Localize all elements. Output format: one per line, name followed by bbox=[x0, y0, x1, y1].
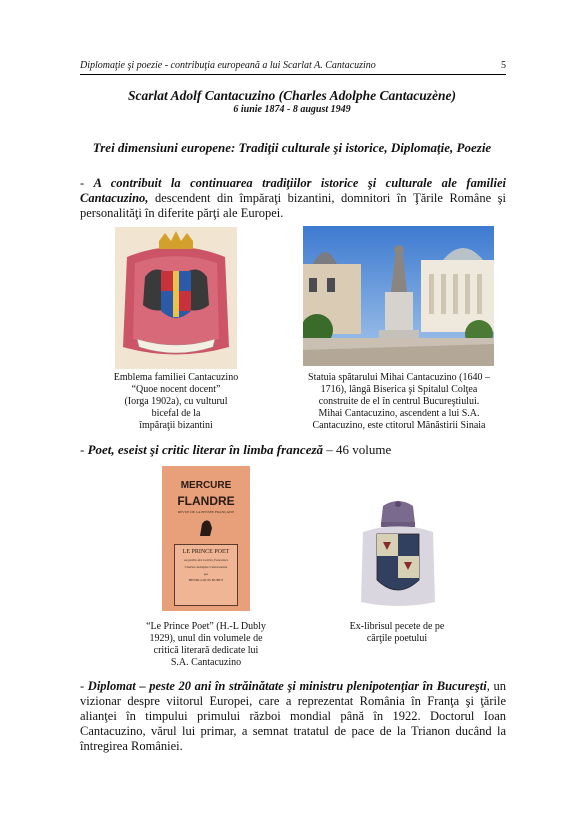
caption-line: cărţile poetului bbox=[366, 633, 428, 644]
caption-line: Statuia spătarului Mihai Cantacuzino (1640 – bbox=[308, 372, 490, 383]
family-emblem-image bbox=[115, 227, 237, 369]
ex-libris-caption bbox=[316, 621, 478, 645]
caption-line: (Iorga 1902a), cu vulturul bbox=[124, 396, 228, 407]
statue-caption bbox=[290, 372, 508, 432]
paragraph-lead: Poet, eseist şi critic literar în limba franceză bbox=[87, 442, 324, 457]
paragraph-body: descendent din împăraţi bizantini, domnitori în Ţările Române şi personalităţi în diferite părţi ale Europei. bbox=[80, 191, 506, 220]
book-line: au jardin des Lettres françaises bbox=[183, 558, 229, 562]
emblem-caption bbox=[90, 372, 262, 432]
paragraph-lead: Diplomat – peste 20 ani în străinătate şi ministru plenipotenţiar în Bucureşti bbox=[87, 679, 487, 693]
bullet-dash: - bbox=[80, 679, 88, 693]
ex-libris-seal-icon bbox=[355, 498, 441, 610]
running-title: Diplomaţie şi poezie - contribuţia europeană a lui Scarlat A. Cantacuzino bbox=[80, 60, 376, 71]
statue-photo bbox=[303, 226, 494, 366]
paragraph-lead: A contribuit la continuarea tradiţiilor istorice şi culturale ale familiei Cantacuzino, bbox=[80, 176, 506, 205]
ex-libris-image bbox=[355, 498, 441, 610]
book-line: Charles-Adolphe Cantacuzène bbox=[184, 565, 228, 569]
book-line: HENRI-LOUIS DUBLY bbox=[188, 578, 224, 582]
caption-line: Emblema familiei Cantacuzino bbox=[113, 372, 239, 383]
page-title: Scarlat Adolf Cantacuzino (Charles Adolphe Cantacuzène) bbox=[128, 88, 456, 103]
caption-line: S.A. Cantacuzino bbox=[170, 657, 242, 668]
caption-line: împăraţii bizantini bbox=[139, 420, 213, 431]
caption-line: bicefal de la bbox=[151, 408, 201, 419]
paragraph-body: , un vizionar despre viitorul Europei, care a reprezentat România în Franţa şi ţările alianţei în timpului primului război mondial până în 1922. Doctorul Ioan Cantacuzino, vărul lui primar, a semnat tratatul de pace de la Trianon ducând la întregirea României. bbox=[80, 679, 506, 753]
bullet-dash: - bbox=[80, 176, 94, 190]
book-caption bbox=[118, 621, 294, 669]
caption-line: Cantacuzino, este ctitorul Mănăstirii Sinaia bbox=[312, 420, 486, 431]
statue-building-icon bbox=[303, 226, 494, 366]
caption-line: Mihai Cantacuzino, ascendent a lui S.A. bbox=[318, 408, 480, 419]
caption-line: 1929), unul din volumele de bbox=[149, 633, 263, 644]
paragraph-traditions bbox=[80, 176, 506, 221]
caption-line: critică literară dedicate lui bbox=[153, 645, 259, 656]
book-magazine-subtitle: REVUE DE LA PENSÉE FRANÇAISE bbox=[177, 510, 235, 514]
paragraph-poet bbox=[80, 442, 506, 458]
book-title: LE PRINCE POET bbox=[182, 549, 230, 555]
running-header bbox=[80, 60, 506, 75]
book-magazine-name: MERCURE bbox=[180, 480, 232, 491]
section-subtitle: Trei dimensiuni europene: Tradiţii culturale şi istorice, Diplomaţie, Poezie bbox=[92, 140, 492, 155]
caption-line: “Quoe nocent docent” bbox=[131, 384, 221, 395]
lion-emblem-icon bbox=[196, 516, 216, 538]
caption-line: “Le Prince Poet” (H.-L Dubly bbox=[146, 621, 266, 632]
book-line: par bbox=[203, 572, 209, 576]
book-title-box bbox=[174, 544, 238, 606]
caption-line: Ex-librisul pecete de pe bbox=[349, 621, 445, 632]
coat-of-arms-icon bbox=[115, 227, 237, 369]
caption-line: construite de el în centrul Bucureştiului. bbox=[318, 396, 480, 407]
page-number: 5 bbox=[501, 60, 506, 71]
book-magazine-name-2: FLANDRE bbox=[177, 494, 235, 508]
life-dates: 6 iunie 1874 - 8 august 1949 bbox=[233, 104, 351, 115]
book-cover-image bbox=[162, 466, 250, 611]
paragraph-diplomat bbox=[80, 679, 506, 754]
paragraph-body: – 46 volume bbox=[323, 442, 392, 457]
caption-line: 1716), lângă Biserica şi Spitalul Colţea bbox=[320, 384, 478, 395]
bullet-dash: - bbox=[80, 442, 88, 457]
